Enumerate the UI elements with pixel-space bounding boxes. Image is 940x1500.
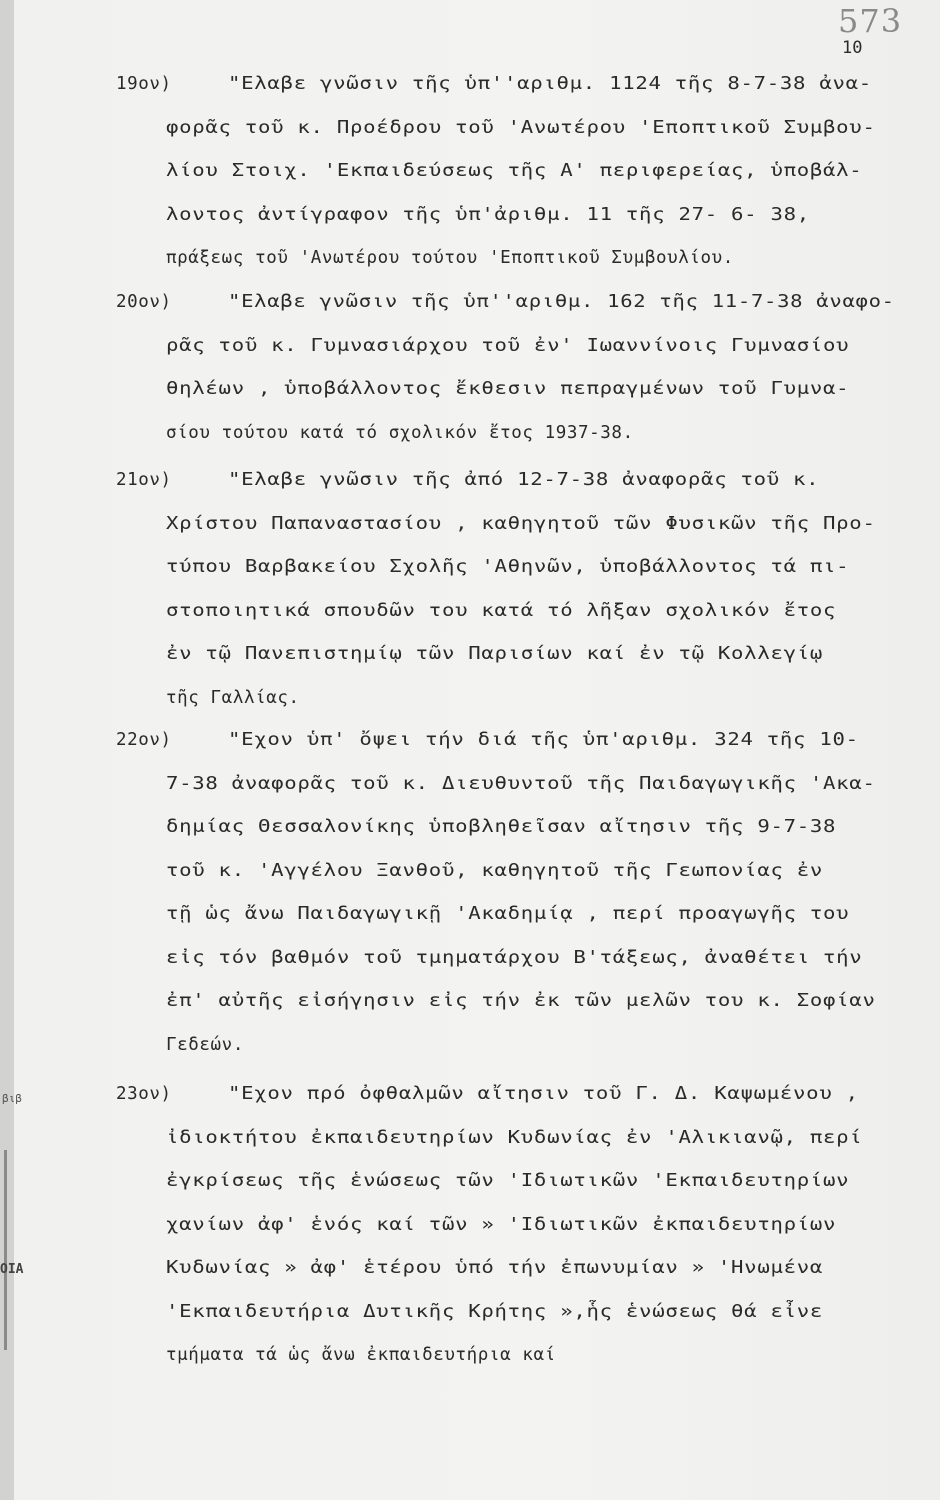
entry-line: ἐπ' αὐτῆς εἰσήγησιν εἰς τήν ἐκ τῶν μελῶν του κ. Σοφίαν [166, 991, 876, 1011]
archive-number: 573 [838, 2, 903, 40]
entry-line: ἐν τῷ Πανεπιστημίῳ τῶν Παρισίων καί ἐν τῷ Κολλεγίῳ [166, 644, 824, 664]
entry-line: τμήματα τά ὡς ἄνω ἐκπαιδευτήρια καί [166, 1345, 556, 1365]
entry-line: φορᾶς τοῦ κ. Προέδρου τοῦ 'Ανωτέρου 'Εποπτικοῦ Συμβου- [166, 117, 876, 138]
entry-line: πράξεως τοῦ 'Ανωτέρου τούτου 'Εποπτικοῦ Συμβουλίου. [166, 248, 734, 268]
entry-number: 22ον) [116, 730, 172, 750]
entry-line: χανίων ἀφ' ἑνός καί τῶν » 'Ιδιωτικῶν ἐκπαιδευτηρίων [166, 1214, 837, 1235]
entry-line: ρᾶς τοῦ κ. Γυμνασιάρχου τοῦ ἐν' Ιωαννίνοις Γυμνασίου [166, 335, 850, 356]
entry-line: "Εχον πρό ὀφθαλμῶν αἴτησιν τοῦ Γ. Δ. Καψωμένου , [228, 1084, 859, 1104]
entry-number: 21ον) [116, 470, 172, 490]
binding-shadow [4, 1150, 7, 1350]
entry-line: λίου Στοιχ. 'Εκπαιδεύσεως τῆς Α' περιφερείας, ὑποβάλ- [166, 161, 863, 181]
entry-line: ἐγκρίσεως τῆς ἑνώσεως τῶν 'Ιδιωτικῶν 'Εκπαιδευτηρίων [166, 1171, 850, 1191]
page-number: 10 [842, 38, 863, 58]
entry-line: θηλέων , ὑποβάλλοντος ἔκθεσιν πεπραγμένων τοῦ Γυμνα- [166, 379, 850, 399]
entry-line: δημίας Θεσσαλονίκης ὑποβληθεῖσαν αἴτησιν τῆς 9-7-38 [166, 817, 837, 837]
entry-line: "Ελαβε γνῶσιν τῆς ἀπό 12-7-38 ἀναφορᾶς τοῦ κ. [228, 470, 820, 490]
entry-line: τῆς Γαλλίας. [166, 687, 300, 708]
entry-line: Κυδωνίας » ἀφ' ἑτέρου ὑπό τήν ἐπωνυμίαν » 'Ηνωμένα [166, 1258, 824, 1278]
show-through-text [150, 90, 920, 1340]
entry-line: τύπου Βαρβακείου Σχολῆς 'Αθηνῶν, ὑποβάλλοντος τά πι- [166, 557, 850, 577]
margin-mark: ΟΙΑ [0, 1262, 24, 1277]
entry-line: "Ελαβε γνῶσιν τῆς ὑπ''αριθμ. 1124 τῆς 8-7-38 ἀνα- [228, 74, 872, 94]
entry-number: 19ον) [116, 74, 172, 94]
entry-line: λοντος ἀντίγραφον τῆς ὑπ'ἀριθμ. 11 τῆς 27- 6- 38, [166, 204, 810, 225]
entry-line: Χρίστου Παπαναστασίου , καθηγητοῦ τῶν Φυσικῶν τῆς Προ- [166, 513, 876, 534]
entry-line: τοῦ κ. 'Αγγέλου Ξανθοῦ, καθηγητοῦ τῆς Γεωπονίας ἐν [166, 860, 824, 881]
entry-line: ἰδιοκτήτου ἐκπαιδευτηρίων Κυδωνίας ἐν 'Αλικιανῷ, περί [166, 1127, 863, 1148]
entry-line: στοποιητικά σπουδῶν του κατά τό λῆξαν σχολικόν ἔτος [166, 600, 837, 621]
margin-mark: βιβ [2, 1092, 22, 1105]
entry-line: τῇ ὡς ἄνω Παιδαγωγικῇ 'Ακαδημίᾳ , περί προαγωγῆς του [166, 904, 850, 924]
entry-line: 'Εκπαιδευτήρια Δυτικῆς Κρήτης »,ἧς ἑνώσεως θά εἶνε [166, 1301, 824, 1322]
entry-line: 7-38 ἀναφορᾶς τοῦ κ. Διευθυντοῦ τῆς Παιδαγωγικῆς 'Ακα- [166, 773, 876, 794]
entry-number: 20ον) [116, 292, 172, 312]
entry-line: εἰς τόν βαθμόν τοῦ τμηματάρχου Β'τάξεως, ἀναθέτει τήν [166, 947, 863, 968]
entry-line: "Εχον ὑπ' ὄψει τήν διά τῆς ὑπ'αριθμ. 324 τῆς 10- [228, 730, 859, 750]
entry-line: σίου τούτου κατά τό σχολικόν ἔτος 1937-38. [166, 422, 634, 443]
entry-number: 23ον) [116, 1084, 172, 1104]
entry-line: "Ελαβε γνῶσιν τῆς ὑπ''αριθμ. 162 τῆς 11-7-38 ἀναφο- [228, 292, 895, 312]
entry-line: Γεδεών. [166, 1034, 244, 1055]
